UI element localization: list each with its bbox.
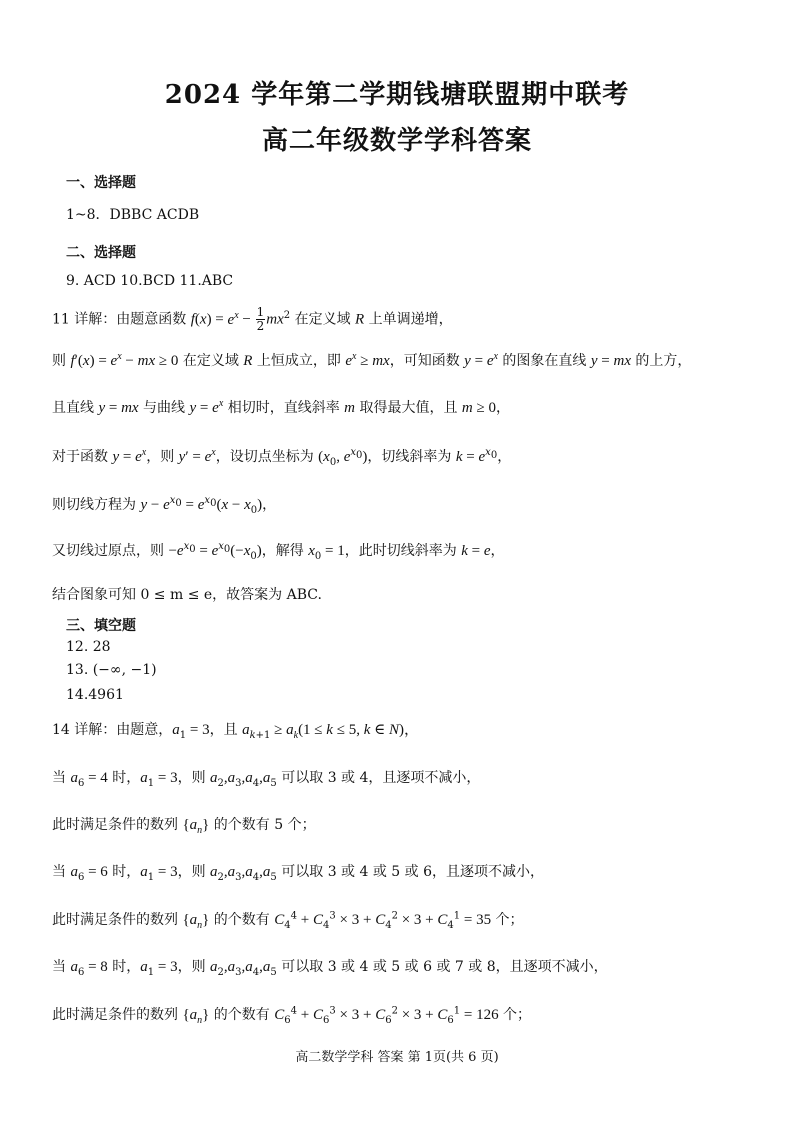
- section-heading-multi-choice: 二、选择题: [66, 245, 136, 261]
- q14-line-7: 此时满足条件的数列 $\{a_n\}$ 的个数有 $C_6^4 + C_6^3 \times 3 + C_6^2 \times 3 + C_6^1 = 126$ 个；: [52, 1005, 532, 1026]
- q11-line-2: 则 $f'(x) = e^x$ − mx ≥ 0 在定义域 R 上恒成立，即 $e^x$ ≥ mx，可知函数 $y = e^x$ 的图象在直线 y = mx 的上方，: [52, 351, 692, 369]
- q11-line-6: 又切线过原点，则 $-e^{x_0} = e^{x_0}(-x_0)$，解得 $x_0 = 1$，此时切线斜率为 k = e，: [52, 541, 505, 562]
- answers-1-8: 1~8．DBBC ACDB: [66, 207, 200, 223]
- q14-line-1: 14 详解：由题意，$a_1 = 3$，且 $a_{k+1} \ge a_k(1 \le k \le 5$, k ∈ N)，: [52, 722, 419, 741]
- q11-line-1: 11 详解：由题意函数 $f(x) = e^x$ − $\frac{1}{2}$ $mx^2$ 在定义域 R 上单调递增，: [52, 305, 453, 333]
- section-heading-choice: 一、选择题: [66, 175, 136, 191]
- q14-line-4: 当 $a_6 = 6$ 时，$a_1 = 3$，则 $a_2,a_3,a_4,a_5$ 可以取 3 或 4 或 5 或 6，且逐项不减小，: [52, 864, 545, 883]
- page-footer: 高二数学学科 答案 第 1页(共 6 页): [295, 1050, 499, 1065]
- q11-line-7: 结合图象可知 0 ≤ m ≤ e，故答案为 ABC.: [52, 587, 322, 603]
- q11-line-5: 则切线方程为 $y - e^{x_0} = e^{x_0}(x - x_0)$，: [52, 495, 277, 516]
- q11-line-3: 且直线 y = mx 与曲线 $y = e^x$ 相切时，直线斜率 m 取得最大值，且 m ≥ 0，: [52, 398, 510, 416]
- q14-line-2: 当 $a_6 = 4$ 时，$a_1 = 3$，则 $a_2,a_3,a_4,a_5$ 可以取 3 或 4，且逐项不减小，: [52, 770, 481, 789]
- answer-14: 14.4961: [66, 687, 124, 703]
- answer-12: 12. 28: [66, 639, 111, 655]
- answer-13: 13. (−∞, −1): [66, 662, 157, 678]
- q14-line-5: 此时满足条件的数列 $\{a_n\}$ 的个数有 $C_4^4 + C_4^3 \times 3 + C_4^2 \times 3 + C_4^1 = 35$ 个；: [52, 910, 524, 931]
- answers-9-11: 9. ACD 10.BCD 11.ABC: [66, 273, 234, 289]
- page-title: 2024 学年第二学期钱塘联盟期中联考: [164, 80, 630, 110]
- section-heading-fill-blank: 三、填空题: [66, 618, 136, 634]
- q11-line-4: 对于函数 $y = e^x$，则 $y' = e^x$，设切点坐标为 ($x_0$, $e^{x_0}$)，切线斜率为 $k = e^{x_0}$，: [52, 447, 512, 468]
- q14-line-3: 此时满足条件的数列 $\{a_n\}$ 的个数有 5 个；: [52, 817, 316, 836]
- page-subtitle: 高二年级数学学科答案: [261, 126, 532, 156]
- q14-line-6: 当 $a_6 = 8$ 时，$a_1 = 3$，则 $a_2,a_3,a_4,a_5$ 可以取 3 或 4 或 5 或 6 或 7 或 8，且逐项不减小，: [52, 959, 608, 978]
